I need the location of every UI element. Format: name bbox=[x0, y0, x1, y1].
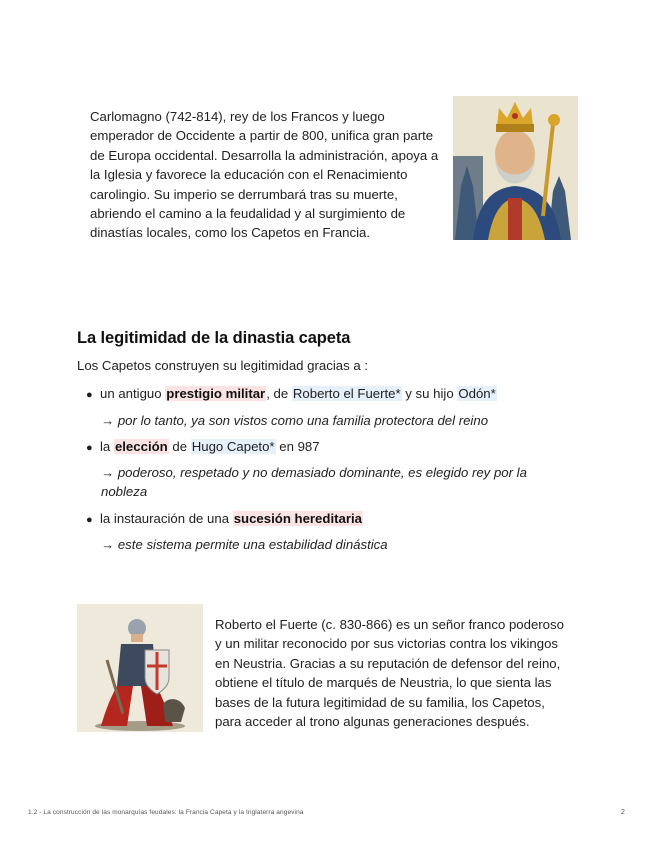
bullet-dot: ● bbox=[86, 514, 93, 526]
page-footer: 1.2 - La construcción de las monarquías feudales: la Francia Capeta y la Inglaterra angevina bbox=[28, 809, 304, 816]
bullet-sub-1: → por lo tanto, ya son vistos como una familia protectora del reino bbox=[101, 413, 489, 428]
bullet-sub-2: → poderoso, respetado y no demasiado dominante, es elegido rey por la nobleza bbox=[101, 465, 527, 500]
bullet-text: la bbox=[100, 439, 114, 454]
bullet-text: un antiguo bbox=[100, 386, 166, 401]
bullet-text: y su hijo bbox=[401, 386, 458, 401]
charlemagne-portrait bbox=[453, 96, 578, 240]
bullet-text: en 987 bbox=[275, 439, 320, 454]
highlight-hereditary-succession: sucesión hereditaria bbox=[233, 511, 362, 526]
bullet-item-1 bbox=[86, 386, 497, 401]
highlight-military-prestige: prestigio militar bbox=[166, 386, 266, 401]
bullet-sub-3: → este sistema permite una estabilidad dinástica bbox=[101, 537, 388, 552]
link-odon[interactable]: Odón* bbox=[458, 386, 496, 401]
page-number: 2 bbox=[621, 809, 625, 816]
highlight-election: elección bbox=[114, 439, 168, 454]
section-intro: Los Capetos construyen su legitimidad gracias a : bbox=[77, 358, 369, 373]
bullet-dot: ● bbox=[86, 389, 93, 401]
roberto-caption: Roberto el Fuerte (c. 830-866) es un señor franco poderoso y un militar reconocido por sus victorias contra los vikingos en Neustria. Gracias a su reputación de defensor del reino, obtiene el título de marqués de Neustria, lo que sienta las bases de la futura legitimidad de su familia, los Capetos, para acceder al trono algunas generaciones después. bbox=[215, 617, 564, 730]
bullet-item-3 bbox=[86, 511, 363, 526]
bullet-dot: ● bbox=[86, 442, 93, 454]
link-roberto[interactable]: Roberto el Fuerte* bbox=[292, 386, 401, 401]
bullet-text: de bbox=[168, 439, 191, 454]
roberto-portrait bbox=[77, 604, 203, 732]
bullet-item-2 bbox=[86, 439, 320, 454]
charlemagne-caption: Carlomagno (742-814), rey de los Francos y luego emperador de Occidente a partir de 800, unifica gran parte de Europa occidental. Desarrolla la administración, apoya a la Iglesia y favorece la educación con el Renacimiento carolingio. Su imperio se derrumbará tras su muerte, abriendo el camino a la feudalidad y al surgimiento de dinastías locales, como los Capetos en Francia. bbox=[90, 109, 439, 241]
section-title: La legitimidad de la dinastia capeta bbox=[77, 329, 351, 347]
bullet-text: , de bbox=[266, 386, 292, 401]
bullet-text: la instauración de una bbox=[100, 511, 233, 526]
link-hugo-capeto[interactable]: Hugo Capeto* bbox=[191, 439, 275, 454]
